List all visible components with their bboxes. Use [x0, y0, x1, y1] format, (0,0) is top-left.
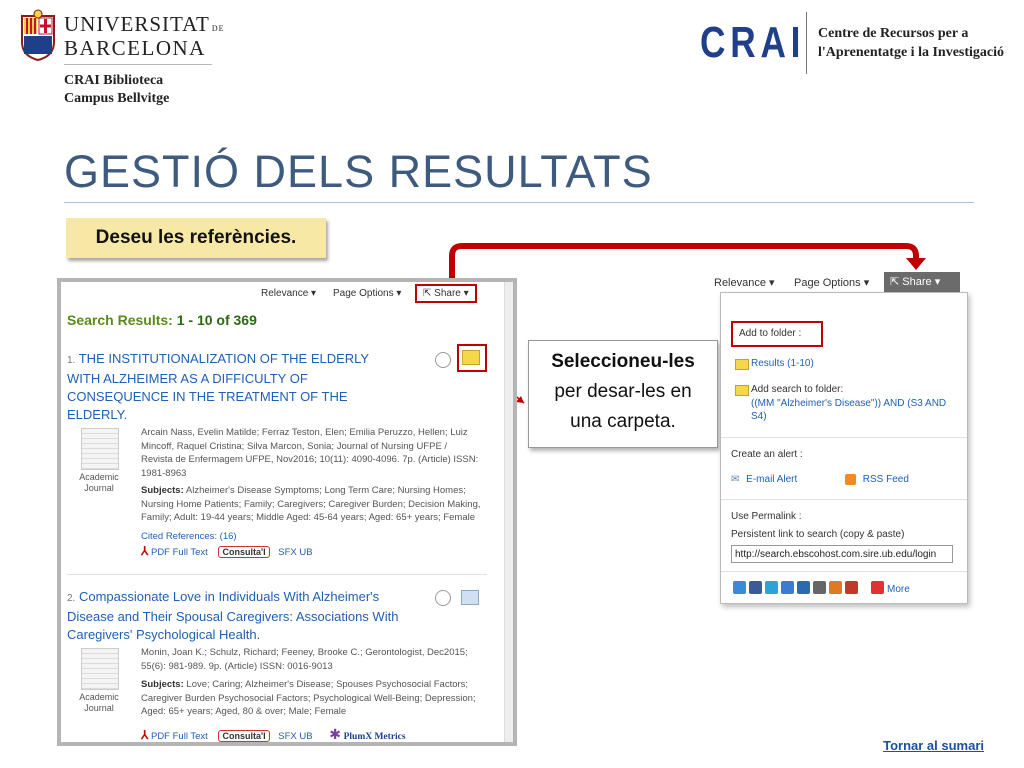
- crai-logo-text: CRAI: [700, 18, 806, 67]
- result-2-subjects: [141, 678, 486, 719]
- relevance-dropdown[interactable]: Relevance ▾: [261, 288, 317, 299]
- callout-select-line2: per desar-les en: [554, 381, 692, 402]
- search-folder-icon: [735, 385, 749, 396]
- result-1-cited[interactable]: Cited References: (16): [141, 531, 237, 542]
- result-1-fulltext-links: [141, 544, 313, 558]
- result-1-consulta-link[interactable]: Consulta'l: [218, 546, 269, 558]
- permalink-input[interactable]: http://search.ebscohost.com.sire.ub.edu/login: [731, 545, 953, 563]
- result-2-fulltext-links: [141, 726, 406, 743]
- twitter-icon[interactable]: [765, 581, 778, 594]
- facebook-icon[interactable]: [749, 581, 762, 594]
- search-results-heading: [67, 312, 257, 328]
- crai-lib-line1: CRAI Biblioteca: [64, 73, 164, 88]
- slide-title: GESTIÓ DELS RESULTATS: [64, 146, 653, 197]
- email-alert-icon: ✉: [731, 474, 740, 485]
- share-label: Share: [434, 288, 461, 299]
- linkedin-icon[interactable]: [797, 581, 810, 594]
- result-2-sfx-link[interactable]: SFX UB: [278, 731, 313, 742]
- results-folder-link[interactable]: Results (1-10): [751, 358, 814, 369]
- share-page-options-dropdown[interactable]: Page Options ▾: [794, 277, 870, 289]
- academic-journal-icon-2: [81, 648, 119, 690]
- callout-select: [528, 340, 718, 448]
- academic-journal-icon: [81, 428, 119, 470]
- more-plus-icon[interactable]: [871, 581, 884, 594]
- share-dropdown-panel: [720, 292, 968, 604]
- plumx-icon: ✱: [329, 726, 341, 742]
- email-share-icon[interactable]: [813, 581, 826, 594]
- pdf-icon-2: ⅄: [141, 728, 149, 742]
- share-divider-3: [721, 571, 967, 572]
- add-to-folder-label: Add to folder :: [739, 328, 802, 339]
- page-options-dropdown[interactable]: Page Options ▾: [333, 288, 402, 299]
- share-divider-2: [721, 499, 967, 500]
- preview-magnifier-icon-2[interactable]: [435, 590, 451, 606]
- result-1-sfx-link[interactable]: SFX UB: [278, 547, 313, 558]
- rss-feed-label: RSS Feed: [862, 474, 909, 485]
- share-relevance-label: Relevance: [714, 277, 766, 289]
- email-alert-link[interactable]: [731, 473, 797, 486]
- heading-label: Search Results:: [67, 312, 173, 328]
- page-options-label: Page Options: [333, 288, 394, 299]
- result-1-title-block: [67, 350, 397, 424]
- result-2-consulta-link[interactable]: Consulta'l: [218, 730, 269, 742]
- crai-full-line2: l'Aprenentatge i la Investigació: [818, 45, 1005, 60]
- result-2-title-block: [67, 588, 412, 644]
- ub-line1: UNIVERSITAT: [64, 12, 210, 36]
- callout-select-bold: Seleccioneu-les: [551, 351, 695, 372]
- result-1-subjects-label: Subjects:: [141, 485, 184, 496]
- back-to-summary-link[interactable]: Tornar al sumari: [883, 738, 984, 753]
- result-1-pdf-link[interactable]: PDF Full Text: [150, 547, 208, 558]
- create-alert-label: Create an alert :: [731, 449, 803, 460]
- ub-line2: BARCELONA: [64, 36, 206, 60]
- add-to-folder-highlight-box: [731, 321, 823, 347]
- result-1-subjects: [141, 484, 486, 525]
- add-search-label: Add search to folder:: [751, 384, 844, 395]
- share-page-options-label: Page Options: [794, 277, 861, 289]
- share-button-active[interactable]: ⇱ Share ▾: [884, 272, 960, 292]
- result-1-subjects-text: Alzheimer's Disease Symptoms; Long Term Care; Nursing Homes; Nursing Home Patients; Family; Caregivers; Caregiver Burden; Decision Making, Family; Adult: 19-44 years; Middle Aged: 45-64 years; Aged: 65+ years; Female: [141, 485, 481, 523]
- rss-feed-link[interactable]: [845, 473, 909, 486]
- share-menu-screenshot: [712, 270, 974, 606]
- persistent-link-label: Persistent link to search (copy & paste): [731, 529, 905, 540]
- result-2-pdf-link[interactable]: PDF Full Text: [150, 731, 208, 742]
- crai-full-line1: Centre de Recursos per a: [818, 26, 969, 41]
- bookmark-icon[interactable]: [845, 581, 858, 594]
- result-2-subjects-text: Love; Caring; Alzheimer's Disease; Spouses Psychosocial Factors; Caregiver Burden Psychosocial Factors; Psychological Well-Being; Depression; Aged: 65+ years; Aged, 80 & over; Male; Female: [141, 679, 476, 717]
- results-scrollbar[interactable]: [504, 282, 513, 742]
- more-link[interactable]: More: [887, 584, 910, 595]
- share-icon: ⇱: [423, 288, 432, 299]
- arrowhead-share: [906, 258, 926, 270]
- blogger-icon[interactable]: [829, 581, 842, 594]
- share-active-label: Share: [902, 276, 932, 288]
- crai-lib-line2: Campus Bellvitge: [64, 91, 170, 106]
- result-2-type: Academic Journal: [79, 692, 119, 713]
- result-1-authors: Arcain Nass, Evelin Matilde; Ferraz Teston, Elen; Emilia Peruzzo, Hellen; Luiz Mincoff, Raquel Cristina; Silva Marcon, Sonia; Journal of Nursing UFPE / Revista de Enfermagem UFPE, Nov2016; 10(11): 4090-4096. 7p. (Article) ISSN: 1981-8963: [141, 427, 479, 479]
- folder-add-icon-2[interactable]: [461, 590, 479, 605]
- folder-icon[interactable]: [462, 350, 480, 365]
- result-1-type: Academic Journal: [79, 472, 119, 493]
- result-2-plumx-link[interactable]: PlumX Metrics: [343, 732, 406, 742]
- google-icon[interactable]: [781, 581, 794, 594]
- share-divider-1: [721, 437, 967, 438]
- preview-magnifier-icon[interactable]: [435, 352, 451, 368]
- add-search-query-link[interactable]: ((MM "Alzheimer's Disease")) AND (S3 AND S4): [751, 398, 947, 422]
- pdf-icon: ⅄: [141, 544, 149, 558]
- callout-select-line3: una carpeta.: [570, 411, 676, 432]
- result-1-title[interactable]: THE INSTITUTIONALIZATION OF THE ELDERLY WITH ALZHEIMER AS A DIFFICULTY OF CONSEQUENCE IN THE TREATMENT OF THE ELDERLY.: [67, 351, 369, 422]
- results-folder-icon: [735, 359, 749, 370]
- result-divider: [67, 574, 487, 575]
- ub-de: DE: [211, 24, 225, 33]
- rss-icon: [845, 474, 856, 485]
- results-range: 1 - 10 of 369: [176, 312, 257, 328]
- share-active-icon: ⇱: [890, 276, 900, 288]
- share-relevance-dropdown[interactable]: Relevance ▾: [714, 277, 775, 289]
- results-screenshot: [57, 278, 517, 746]
- result-1-number: 1.: [67, 355, 76, 366]
- result-2-title[interactable]: Compassionate Love in Individuals With Alzheimer's Disease and Their Spousal Caregivers: Associations With Caregivers' Psychological Health.: [67, 589, 399, 642]
- share-button[interactable]: ⇱ Share ▾: [415, 284, 477, 303]
- relevance-label: Relevance: [261, 288, 309, 299]
- email-alert-label: E-mail Alert: [746, 474, 798, 485]
- use-permalink-label: Use Permalink :: [731, 511, 802, 522]
- delicious-icon[interactable]: [733, 581, 746, 594]
- result-2-authors: Monin, Joan K.; Schulz, Richard; Feeney, Brooke C.; Gerontologist, Dec2015; 55(6): 981-989. 9p. (Article) ISSN: 0016-9013: [141, 647, 468, 672]
- result-2-number: 2.: [67, 593, 76, 604]
- callout-save-references: Deseu les referències.: [66, 218, 326, 258]
- result-2-subjects-label: Subjects:: [141, 679, 184, 690]
